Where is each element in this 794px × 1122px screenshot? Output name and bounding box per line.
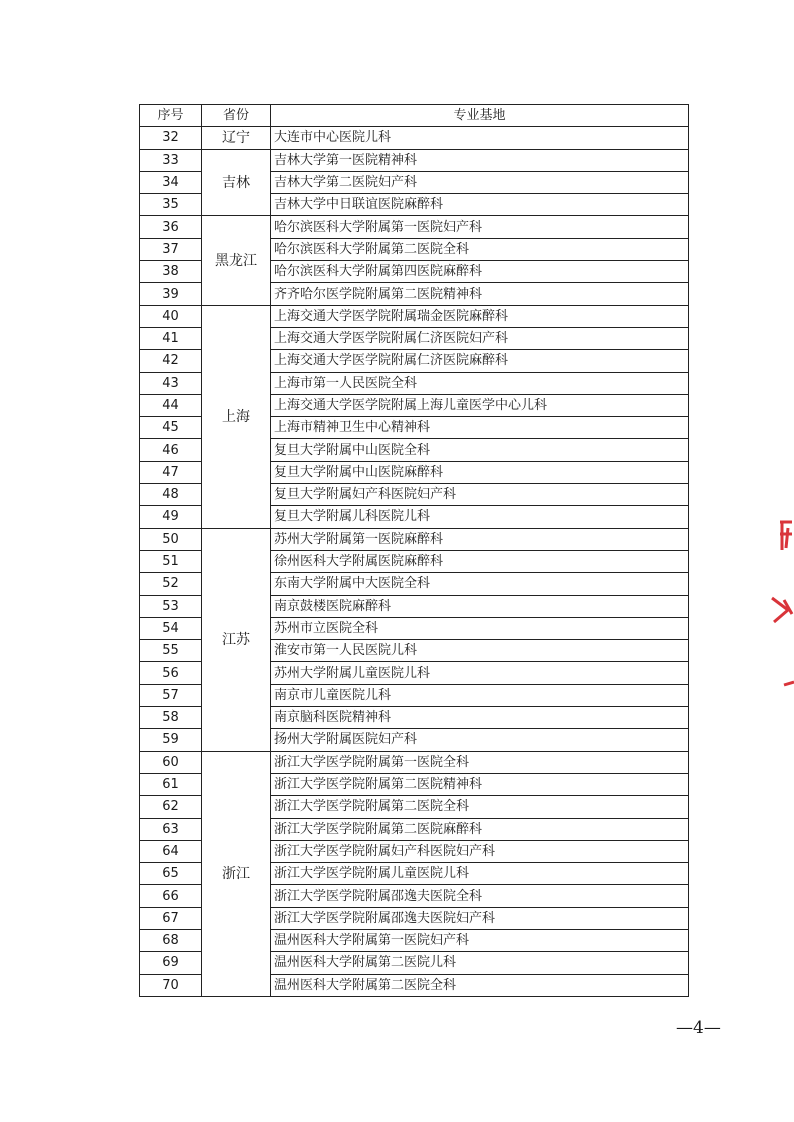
cell-seq: 57 [140,684,202,706]
header-base: 专业基地 [271,105,689,127]
cell-base: 大连市中心医院儿科 [271,127,689,149]
cell-base: 浙江大学医学院附属第二医院全科 [271,796,689,818]
cell-base: 徐州医科大学附属医院麻醉科 [271,550,689,572]
table-row [140,127,689,149]
cell-base: 复旦大学附属妇产科医院妇产科 [271,484,689,506]
cell-seq: 46 [140,439,202,461]
header-row [140,105,689,127]
cell-seq: 67 [140,907,202,929]
cell-seq: 60 [140,751,202,773]
cell-seq: 45 [140,417,202,439]
cell-base: 上海市精神卫生中心精神科 [271,417,689,439]
cell-base: 复旦大学附属儿科医院儿科 [271,506,689,528]
cell-base: 上海交通大学医学院附属瑞金医院麻醉科 [271,305,689,327]
cell-seq: 49 [140,506,202,528]
cell-seq: 59 [140,729,202,751]
hospital-base-table [139,104,689,997]
cell-base: 浙江大学医学院附属儿童医院儿科 [271,863,689,885]
cell-seq: 70 [140,974,202,996]
cell-base: 苏州大学附属第一医院麻醉科 [271,528,689,550]
cell-base: 浙江大学医学院附属邵逸夫医院全科 [271,885,689,907]
cell-base: 浙江大学医学院附属第二医院麻醉科 [271,818,689,840]
cell-base: 南京鼓楼医院麻醉科 [271,595,689,617]
cell-base: 哈尔滨医科大学附属第一医院妇产科 [271,216,689,238]
cell-base: 南京市儿童医院儿科 [271,684,689,706]
cell-base: 吉林大学中日联谊医院麻醉科 [271,194,689,216]
cell-seq: 32 [140,127,202,149]
cell-seq: 37 [140,238,202,260]
cell-base: 上海交通大学医学院附属仁济医院麻醉科 [271,350,689,372]
cell-seq: 66 [140,885,202,907]
table-row [140,751,689,773]
cell-base: 苏州市立医院全科 [271,617,689,639]
cell-base: 吉林大学第一医院精神科 [271,149,689,171]
cell-seq: 64 [140,840,202,862]
cell-base: 浙江大学医学院附属第二医院精神科 [271,773,689,795]
cell-base: 上海市第一人民医院全科 [271,372,689,394]
table-row [140,216,689,238]
cell-base: 南京脑科医院精神科 [271,707,689,729]
cell-seq: 52 [140,573,202,595]
cell-seq: 61 [140,773,202,795]
table-row [140,528,689,550]
cell-seq: 62 [140,796,202,818]
cell-base: 齐齐哈尔医学院附属第二医院精神科 [271,283,689,305]
cell-seq: 68 [140,929,202,951]
cell-base: 复旦大学附属中山医院麻醉科 [271,461,689,483]
cell-base: 复旦大学附属中山医院全科 [271,439,689,461]
cell-seq: 43 [140,372,202,394]
cell-base: 上海交通大学医学院附属仁济医院妇产科 [271,327,689,349]
cell-base: 吉林大学第二医院妇产科 [271,171,689,193]
cell-seq: 51 [140,550,202,572]
cell-seq: 42 [140,350,202,372]
cell-seq: 69 [140,952,202,974]
cell-base: 上海交通大学医学院附属上海儿童医学中心儿科 [271,394,689,416]
cell-province: 辽宁 [202,127,271,149]
header-seq: 序号 [140,105,202,127]
cell-seq: 40 [140,305,202,327]
cell-seq: 36 [140,216,202,238]
cell-province: 吉林 [202,149,271,216]
cell-province: 上海 [202,305,271,528]
cell-seq: 58 [140,707,202,729]
cell-seq: 54 [140,617,202,639]
cell-seq: 34 [140,171,202,193]
cell-base: 温州医科大学附属第二医院全科 [271,974,689,996]
cell-seq: 47 [140,461,202,483]
cell-province: 江苏 [202,528,271,751]
page-number: —4— [676,1018,721,1038]
cell-base: 东南大学附属中大医院全科 [271,573,689,595]
cell-base: 扬州大学附属医院妇产科 [271,729,689,751]
table-body [140,127,689,997]
cell-seq: 48 [140,484,202,506]
cell-seq: 44 [140,394,202,416]
cell-seq: 53 [140,595,202,617]
official-seal-fragment [766,510,794,695]
cell-base: 哈尔滨医科大学附属第二医院全科 [271,238,689,260]
cell-seq: 41 [140,327,202,349]
cell-seq: 50 [140,528,202,550]
cell-seq: 63 [140,818,202,840]
cell-seq: 56 [140,662,202,684]
cell-base: 浙江大学医学院附属妇产科医院妇产科 [271,840,689,862]
table-row [140,305,689,327]
cell-seq: 33 [140,149,202,171]
cell-base: 浙江大学医学院附属第一医院全科 [271,751,689,773]
cell-base: 温州医科大学附属第二医院儿科 [271,952,689,974]
cell-province: 黑龙江 [202,216,271,305]
table-row [140,149,689,171]
cell-base: 浙江大学医学院附属邵逸夫医院妇产科 [271,907,689,929]
table-header [140,105,689,127]
cell-province: 浙江 [202,751,271,996]
cell-base: 哈尔滨医科大学附属第四医院麻醉科 [271,261,689,283]
cell-base: 苏州大学附属儿童医院儿科 [271,662,689,684]
cell-seq: 39 [140,283,202,305]
header-province: 省份 [202,105,271,127]
cell-base: 淮安市第一人民医院儿科 [271,640,689,662]
cell-seq: 38 [140,261,202,283]
cell-seq: 65 [140,863,202,885]
cell-seq: 55 [140,640,202,662]
cell-seq: 35 [140,194,202,216]
cell-base: 温州医科大学附属第一医院妇产科 [271,929,689,951]
